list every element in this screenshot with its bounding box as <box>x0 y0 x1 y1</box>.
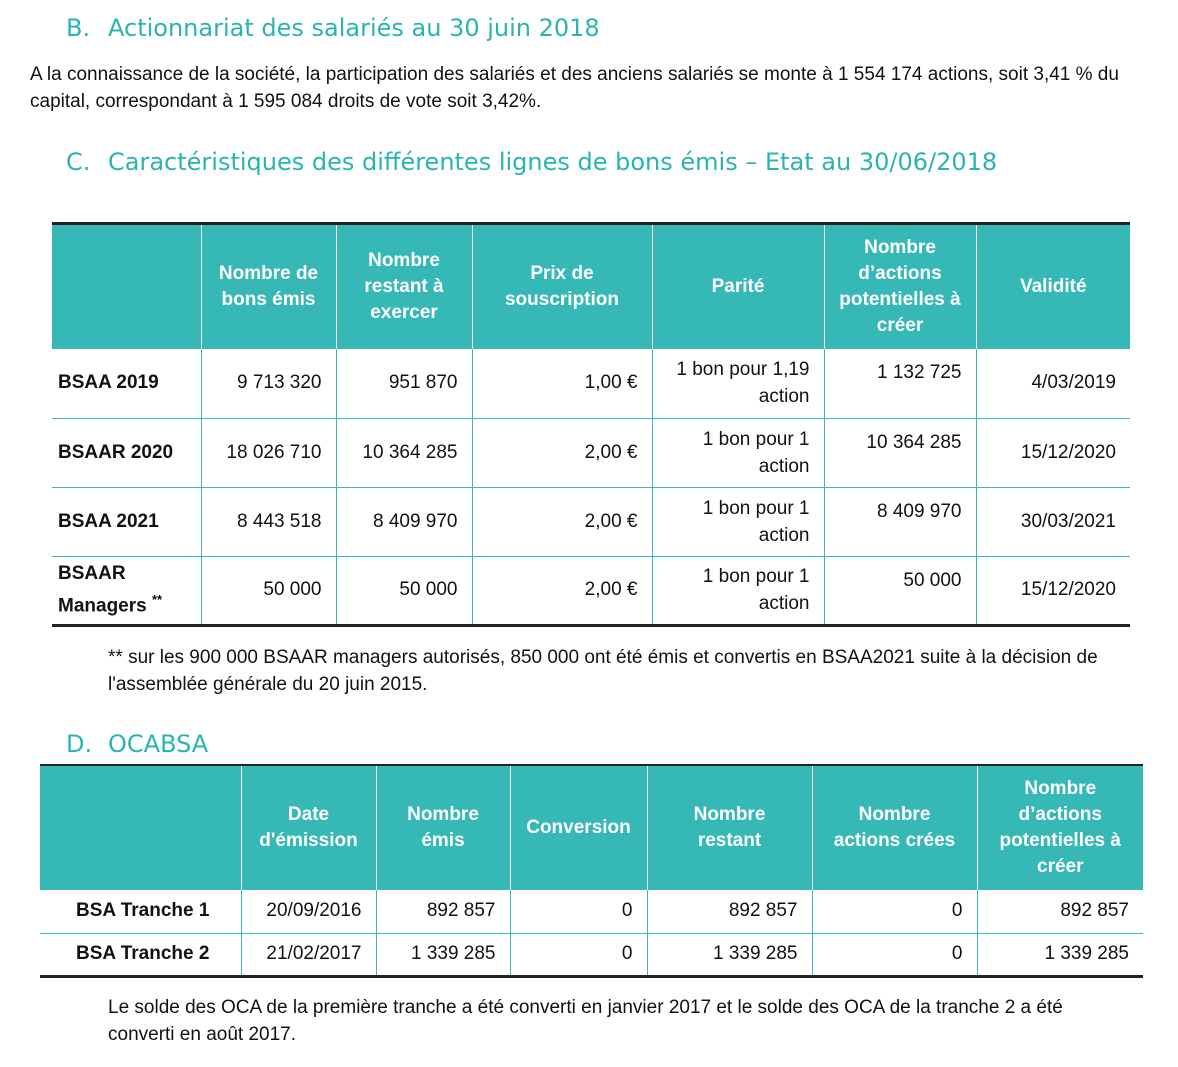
cell-prix: 1,00 € <box>472 349 652 418</box>
section-c-title: Caractéristiques des différentes lignes de bons émis – Etat au 30/06/2018 <box>108 148 998 176</box>
header-cell: Date d'émission <box>241 765 376 890</box>
table-header-row <box>40 765 1143 890</box>
cell-conversion: 0 <box>510 890 647 933</box>
section-c-letter: C. <box>66 148 91 176</box>
cell-restant: 951 870 <box>336 349 472 418</box>
section-b-title: Actionnariat des salariés au 30 juin 2018 <box>108 14 600 42</box>
section-b-paragraph: A la connaissance de la société, la participation des salariés et des anciens salariés se monte à 1 554 174 actions, soit 3,41 % du capital, correspondant à 1 595 084 droits de vote soit 3,42%. <box>30 64 1119 112</box>
cell-potentielles: 8 409 970 <box>824 487 976 556</box>
cell-restant: 892 857 <box>647 890 812 933</box>
section-d-letter: D. <box>66 730 93 758</box>
cell-emis: 18 026 710 <box>201 418 336 487</box>
cell-validite: 30/03/2021 <box>976 487 1130 556</box>
header-cell: Nombre actions crées <box>812 765 977 890</box>
row-name: BSAAR 2020 <box>52 418 201 487</box>
cell-potentielles: 10 364 285 <box>824 418 976 487</box>
cell-restant: 8 409 970 <box>336 487 472 556</box>
cell-parite: 1 bon pour 1,19 action <box>652 349 824 418</box>
cell-validite: 15/12/2020 <box>976 418 1130 487</box>
table-row <box>40 890 1143 933</box>
cell-crees: 0 <box>812 933 977 976</box>
cell-prix: 2,00 € <box>472 556 652 625</box>
cell-restant: 10 364 285 <box>336 418 472 487</box>
table-row <box>52 349 1130 418</box>
cell-restant: 50 000 <box>336 556 472 625</box>
cell-crees: 0 <box>812 890 977 933</box>
header-cell <box>52 224 201 350</box>
header-cell <box>40 765 241 890</box>
header-cell: Nombre restant à exercer <box>336 224 472 350</box>
row-name: BSA Tranche 2 <box>40 933 241 976</box>
table-row <box>52 487 1130 556</box>
cell-parite: 1 bon pour 1 action <box>652 556 824 625</box>
cell-date: 20/09/2016 <box>241 890 376 933</box>
section-c-heading <box>66 148 997 176</box>
cell-emis: 9 713 320 <box>201 349 336 418</box>
cell-emis: 50 000 <box>201 556 336 625</box>
table-row <box>40 933 1143 976</box>
footnote-marker: ** <box>151 591 163 607</box>
bons-table <box>52 222 1130 627</box>
header-cell: Parité <box>652 224 824 350</box>
cell-parite: 1 bon pour 1 action <box>652 487 824 556</box>
cell-potentielles: 1 339 285 <box>977 933 1143 976</box>
header-cell: Nombre d’actions potentielles à créer <box>977 765 1143 890</box>
cell-parite: 1 bon pour 1 action <box>652 418 824 487</box>
row-name: BSAAR Managers ** <box>52 556 201 625</box>
cell-prix: 2,00 € <box>472 487 652 556</box>
cell-potentielles: 892 857 <box>977 890 1143 933</box>
cell-potentielles: 50 000 <box>824 556 976 625</box>
row-name: BSA Tranche 1 <box>76 900 210 922</box>
table-row <box>52 418 1130 487</box>
cell-emis: 892 857 <box>376 890 510 933</box>
cell-emis: 1 339 285 <box>376 933 510 976</box>
cell-restant: 1 339 285 <box>647 933 812 976</box>
cell-prix: 2,00 € <box>472 418 652 487</box>
header-cell: Nombre d’actions potentielles à créer <box>824 224 976 350</box>
cell-date: 21/02/2017 <box>241 933 376 976</box>
ocabsa-table <box>40 764 1143 978</box>
cell-validite: 4/03/2019 <box>976 349 1130 418</box>
header-cell: Conversion <box>510 765 647 890</box>
cell-emis: 8 443 518 <box>201 487 336 556</box>
table-header-row <box>52 224 1130 350</box>
header-cell: Nombre émis <box>376 765 510 890</box>
ocabsa-note: Le solde des OCA de la première tranche a été converti en janvier 2017 et le solde des OCA de la tranche 2 a été converti en août 2017. <box>108 997 1063 1045</box>
header-cell: Nombre de bons émis <box>201 224 336 350</box>
header-cell: Validité <box>976 224 1130 350</box>
section-b-heading <box>66 14 600 42</box>
cell-validite: 15/12/2020 <box>976 556 1130 625</box>
header-cell: Nombre restant <box>647 765 812 890</box>
row-name: BSAA 2019 <box>58 372 159 394</box>
section-d-title: OCABSA <box>108 730 209 758</box>
section-d-heading <box>66 730 208 758</box>
section-b-letter: B. <box>66 14 91 42</box>
cell-potentielles: 1 132 725 <box>824 349 976 418</box>
bons-footnote: ** sur les 900 000 BSAAR managers autorisés, 850 000 ont été émis et convertis en BSAA2021 suite à la décision de l'assemblée générale du 20 juin 2015. <box>108 647 1098 695</box>
header-cell: Prix de souscription <box>472 224 652 350</box>
row-name: BSAA 2021 <box>52 487 201 556</box>
cell-conversion: 0 <box>510 933 647 976</box>
table-row <box>52 556 1130 625</box>
